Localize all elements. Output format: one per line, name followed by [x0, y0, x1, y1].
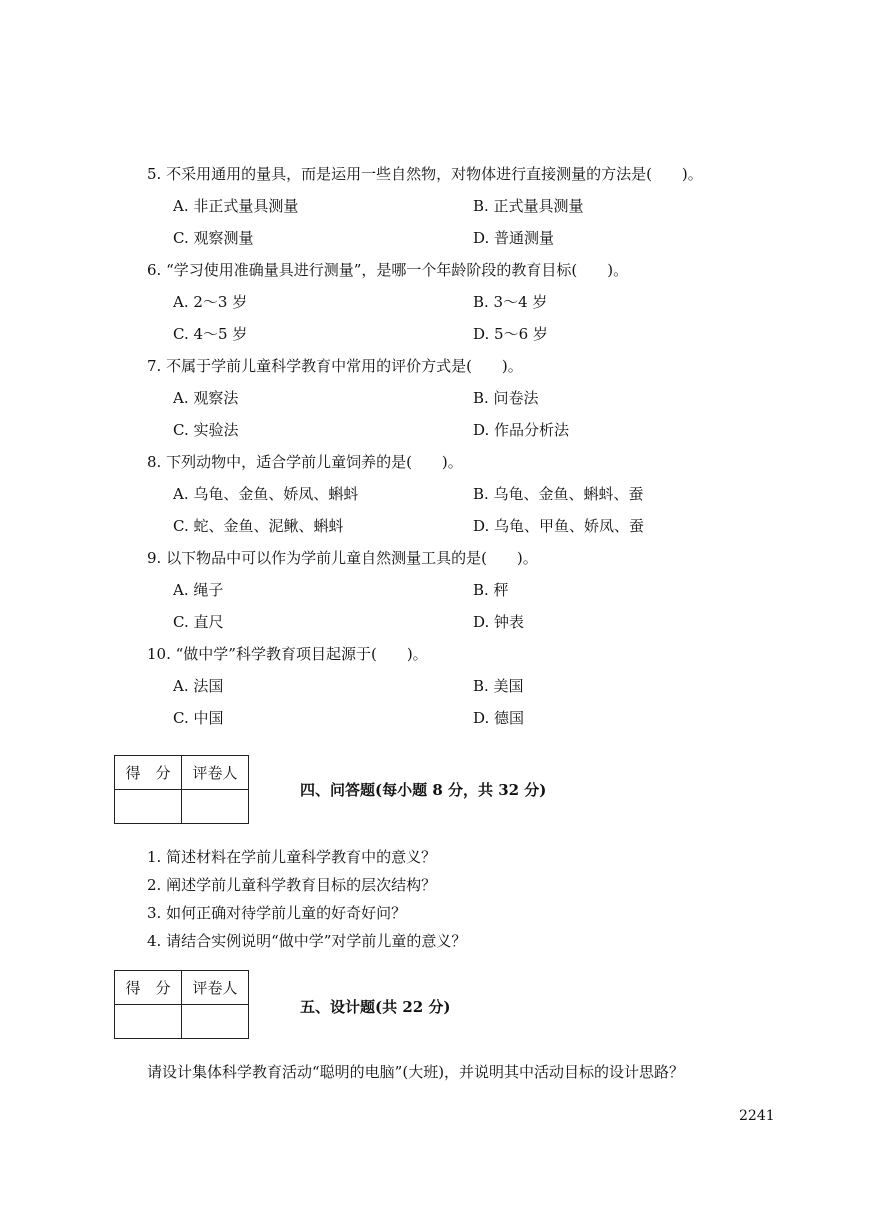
question-9-option-a: A. 绳子	[173, 581, 224, 599]
question-10-option-b: B. 美国	[473, 677, 524, 695]
question-5-option-c: C. 观察测量	[173, 229, 254, 247]
question-10-stem: 10. “做中学”科学教育项目起源于( )。	[147, 645, 428, 663]
question-6-stem: 6. “学习使用准确量具进行测量”，是哪一个年龄阶段的教育目标( )。	[147, 261, 629, 279]
question-7-stem: 7. 不属于学前儿童科学教育中常用的评价方式是( )。	[147, 357, 523, 375]
question-10-option-c: C. 中国	[173, 709, 224, 727]
question-8-option-d: D. 乌龟、甲鱼、娇凤、蚕	[473, 517, 645, 535]
question-8-option-a: A. 乌龟、金鱼、娇凤、蝌蚪	[173, 485, 359, 503]
section-4-item-1: 1. 简述材料在学前儿童科学教育中的意义？	[147, 848, 437, 866]
question-9-option-d: D. 钟表	[473, 613, 525, 631]
question-6-option-d: D. 5～6 岁	[473, 325, 548, 343]
score-box-section-5	[114, 970, 249, 1039]
score-cell	[115, 1005, 182, 1039]
section-4-item-2: 2. 阐述学前儿童科学教育目标的层次结构？	[147, 876, 437, 894]
question-6-option-a: A. 2～3 岁	[173, 293, 248, 311]
question-10-option-d: D. 德国	[473, 709, 525, 727]
grader-label: 评卷人	[182, 971, 249, 1005]
score-box-section-4	[114, 755, 249, 824]
section-5-prompt: 请设计集体科学教育活动“聪明的电脑”(大班)，并说明其中活动目标的设计思路？	[147, 1063, 685, 1081]
question-5-option-a: A. 非正式量具测量	[173, 197, 299, 215]
section-4-item-3: 3. 如何正确对待学前儿童的好奇好问？	[147, 904, 407, 922]
score-label: 得 分	[115, 971, 182, 1005]
question-8-option-c: C. 蛇、金鱼、泥鳅、蝌蚪	[173, 517, 344, 535]
grader-cell	[182, 790, 249, 824]
question-7-option-c: C. 实验法	[173, 421, 239, 439]
question-7-option-d: D. 作品分析法	[473, 421, 570, 439]
question-7-option-a: A. 观察法	[173, 389, 239, 407]
page-number: 2241	[739, 1108, 775, 1124]
grader-label: 评卷人	[182, 756, 249, 790]
section-4-title: 四、问答题(每小题 8 分，共 32 分)	[300, 781, 547, 799]
grader-cell	[182, 1005, 249, 1039]
score-label: 得 分	[115, 756, 182, 790]
question-5-option-b: B. 正式量具测量	[473, 197, 584, 215]
question-5-stem: 5. 不采用通用的量具，而是运用一些自然物，对物体进行直接测量的方法是( )。	[147, 165, 703, 183]
question-9-option-c: C. 直尺	[173, 613, 224, 631]
question-6-option-b: B. 3～4 岁	[473, 293, 548, 311]
question-10-option-a: A. 法国	[173, 677, 224, 695]
section-4-item-4: 4. 请结合实例说明“做中学”对学前儿童的意义？	[147, 932, 467, 950]
question-9-option-b: B. 秤	[473, 581, 509, 599]
score-cell	[115, 790, 182, 824]
section-5-title: 五、设计题(共 22 分)	[300, 998, 451, 1016]
question-5-option-d: D. 普通测量	[473, 229, 555, 247]
question-9-stem: 9. 以下物品中可以作为学前儿童自然测量工具的是( )。	[147, 549, 538, 567]
question-8-option-b: B. 乌龟、金鱼、蝌蚪、蚕	[473, 485, 644, 503]
question-8-stem: 8. 下列动物中，适合学前儿童饲养的是( )。	[147, 453, 463, 471]
question-7-option-b: B. 问卷法	[473, 389, 539, 407]
question-6-option-c: C. 4～5 岁	[173, 325, 248, 343]
